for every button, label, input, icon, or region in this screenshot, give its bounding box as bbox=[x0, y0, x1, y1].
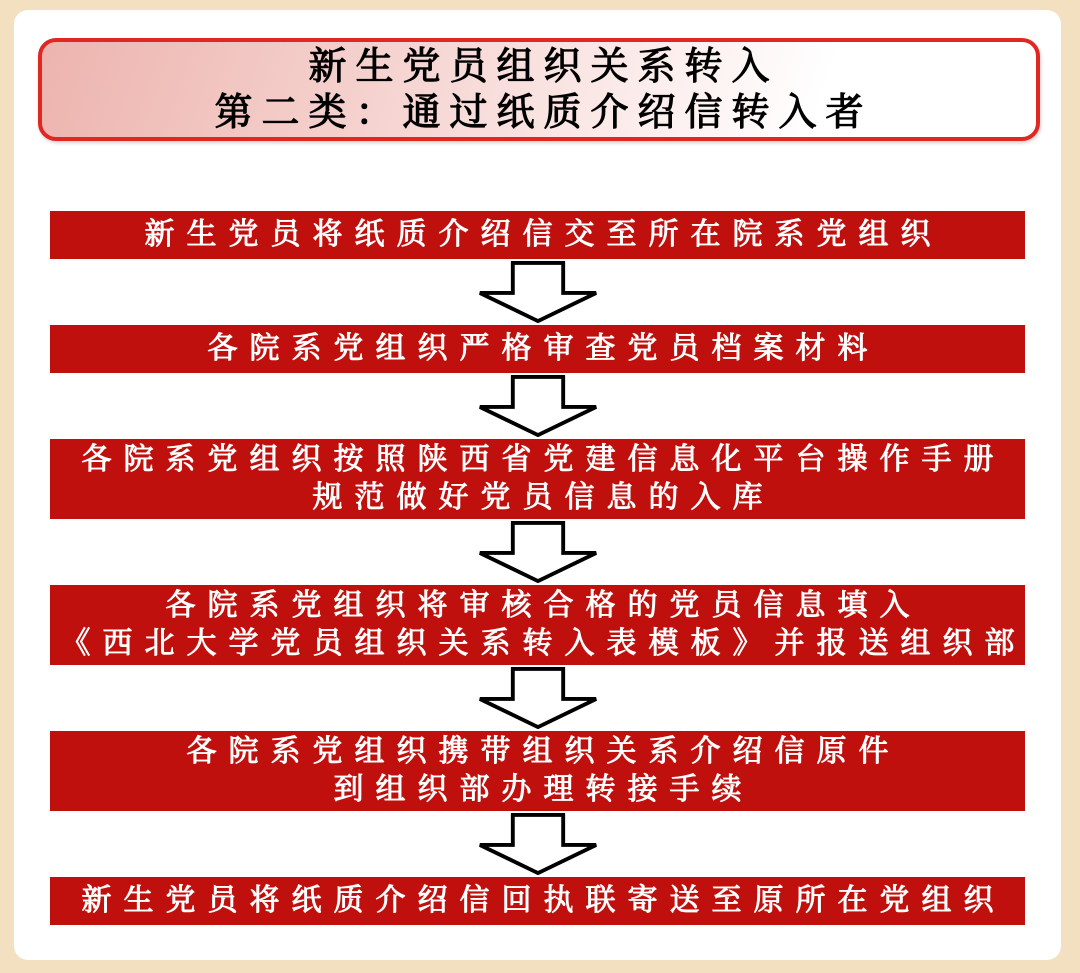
flow-step-4 bbox=[50, 585, 1025, 665]
flow-step-line: 《西北大学党员组织关系转入表模板》并报送组织部 bbox=[60, 627, 1027, 660]
flow-step-line: 规范做好党员信息的入库 bbox=[312, 481, 775, 514]
flow-step-2 bbox=[50, 325, 1025, 373]
title-banner bbox=[38, 38, 1040, 141]
flow-step-5 bbox=[50, 731, 1025, 811]
down-arrow-icon bbox=[14, 519, 1061, 585]
flow-step-3 bbox=[50, 439, 1025, 519]
title-line-2: 第二类：通过纸质介绍信转入者 bbox=[214, 91, 873, 134]
down-arrow-icon bbox=[14, 259, 1061, 325]
flow-step-line: 各院系党组织将审核合格的党员信息填入 bbox=[165, 589, 922, 622]
flow-step-6 bbox=[50, 877, 1025, 925]
down-arrow-icon bbox=[14, 665, 1061, 731]
content-panel bbox=[14, 10, 1061, 960]
flow-step-line: 到组织部办理转接手续 bbox=[333, 773, 754, 806]
flow bbox=[14, 211, 1061, 925]
flow-step-line: 各院系党组织按照陕西省党建信息化平台操作手册 bbox=[81, 443, 1006, 476]
flow-step-line: 新生党员将纸质介绍信回执联寄送至原所在党组织 bbox=[81, 884, 1006, 917]
flow-step-1 bbox=[50, 211, 1025, 259]
flow-step-line: 新生党员将纸质介绍信交至所在院系党组织 bbox=[144, 218, 943, 251]
down-arrow-icon bbox=[14, 373, 1061, 439]
flow-step-line: 各院系党组织严格审查党员档案材料 bbox=[207, 332, 880, 365]
flow-step-line: 各院系党组织携带组织关系介绍信原件 bbox=[186, 735, 901, 768]
down-arrow-icon bbox=[14, 811, 1061, 877]
title-line-1: 新生党员组织关系转入 bbox=[308, 45, 779, 88]
